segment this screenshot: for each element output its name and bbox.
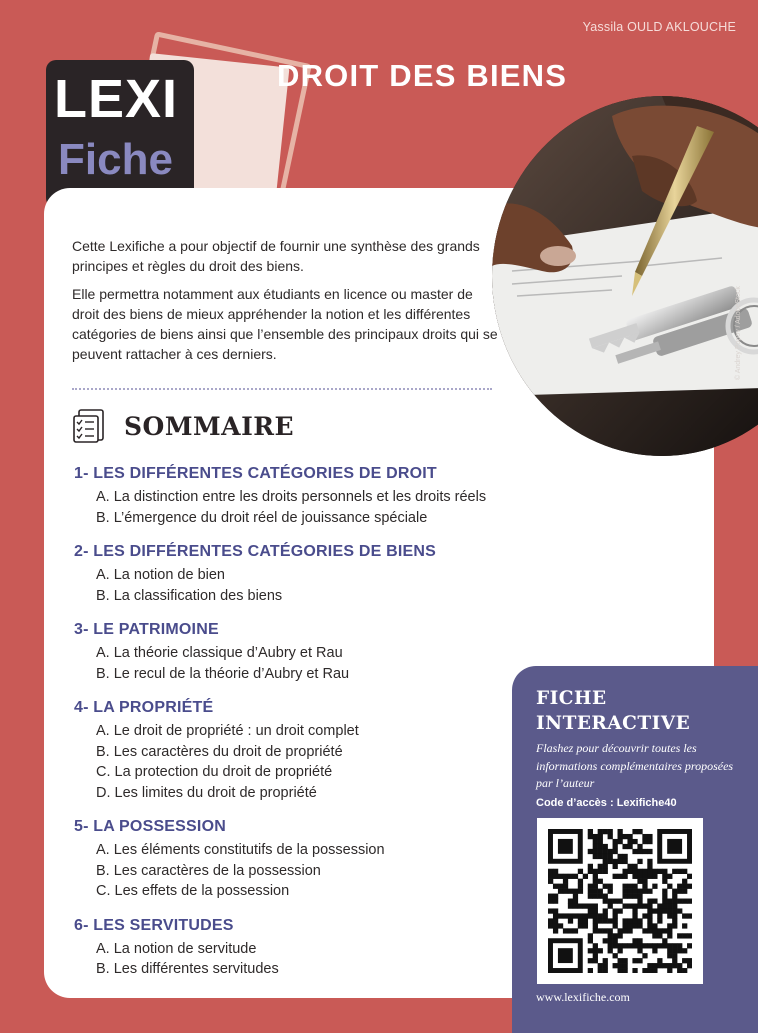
toc-item: B. La classification des biens (96, 587, 283, 604)
fiche-title-line-1: FICHE (536, 688, 607, 709)
checklist-icon (72, 408, 108, 444)
fiche-interactive-title (536, 686, 690, 736)
toc-section-title: 5- LA POSSESSION (74, 818, 226, 835)
toc-section-title: 2- LES DIFFÉRENTES CATÉGORIES DE BIENS (74, 543, 437, 560)
toc-item: B. Les caractères du droit de propriété (96, 743, 343, 760)
fiche-description: Flashez pour découvrir toutes les informations complémentaires proposées par l’auteur (536, 741, 734, 790)
logo-lexi-text: LEXI (54, 69, 179, 129)
cover-photo (492, 96, 758, 456)
qr-code-icon (548, 829, 692, 973)
fiche-interactive-box (512, 666, 758, 1033)
dotted-divider (72, 388, 492, 390)
sommaire-label: SOMMAIRE (124, 411, 295, 441)
table-of-contents (74, 462, 514, 992)
fiche-title-line-2: INTERACTIVE (536, 713, 691, 734)
toc-item: A. La théorie classique d’Aubry et Rau (96, 645, 343, 661)
toc-item: B. Les caractères de la possession (96, 862, 321, 879)
toc-item: C. La protection du droit de propriété (96, 764, 333, 780)
toc-item: B. Le recul de la théorie d’Aubry et Rau (96, 665, 350, 682)
website-link[interactable]: www.lexifiche.com (536, 990, 630, 1004)
toc-item: A. La notion de servitude (96, 940, 257, 957)
qr-code[interactable] (537, 818, 703, 984)
toc-item: D. Les limites du droit de propriété (96, 784, 317, 801)
toc-section (74, 696, 514, 803)
intro-paragraph-1: Cette Lexifiche a pour objectif de fournir une synthèse des grands principes et règles du droit des biens. (72, 238, 480, 274)
toc-section-title: 6- LES SERVITUDES (74, 916, 234, 934)
logo-fiche-text: Fiche (58, 135, 173, 184)
intro-paragraph-2: Elle permettra notamment aux étudiants en licence ou master de droit des biens de mieux appréhender la notion et les différentes catégories de biens ainsi que l’ensemble des principaux droits qui se peuvent rattacher à ces derniers. (72, 286, 498, 362)
intro-text (72, 236, 502, 372)
toc-section (74, 618, 514, 684)
toc-item: B. Les différentes servitudes (96, 961, 279, 977)
sommaire-header (72, 408, 294, 444)
toc-item: B. L’émergence du droit réel de jouissance spéciale (96, 509, 428, 526)
toc-item: A. La distinction entre les droits personnels et les droits réels (96, 489, 487, 505)
toc-item: A. Les éléments constitutifs de la possession (96, 842, 385, 858)
author-name: Yassila OULD AKLOUCHE (582, 20, 736, 34)
toc-section (74, 914, 514, 980)
photo-credit: © Andrey Popov / AdobeStock (735, 286, 742, 380)
toc-section-title: 1- LES DIFFÉRENTES CATÉGORIES DE DROIT (74, 465, 437, 482)
toc-item: C. Les effets de la possession (96, 883, 290, 899)
toc-section (74, 540, 514, 606)
toc-section (74, 462, 514, 528)
toc-item: A. Le droit de propriété : un droit complet (96, 723, 359, 739)
toc-section-title: 3- LE PATRIMOINE (74, 621, 219, 638)
toc-section (74, 815, 514, 902)
toc-section-title: 4- LA PROPRIÉTÉ (74, 699, 214, 716)
book-title: DROIT DES BIENS (277, 58, 568, 93)
access-code: Code d’accès : Lexifiche40 (536, 797, 677, 809)
toc-item: A. La notion de bien (96, 567, 225, 583)
